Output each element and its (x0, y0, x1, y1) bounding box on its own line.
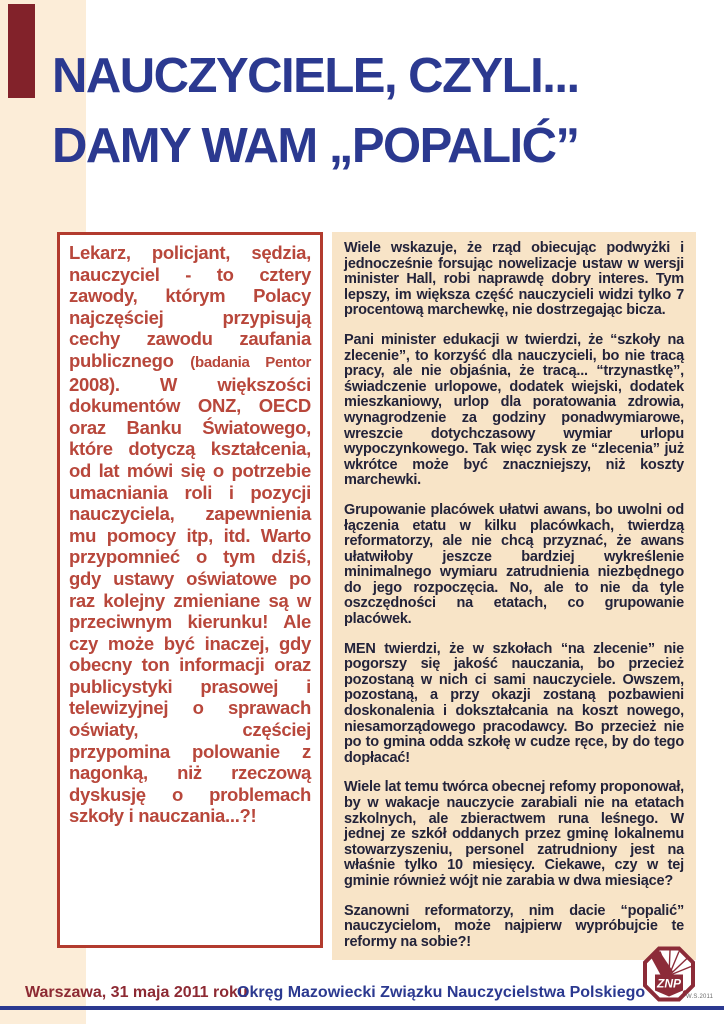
body-paragraph-2: Pani minister edukacji w twierdzi, że “szkoły na zlecenie”, to korzyść dla nauczycieli, bo nie tracą pracy, ale nie objaśnia, że tracą... “trzynastkę”, świadczenie urlopowe, dodatek wiejski, dodatek mieszkaniowy, urlop dla poratowania zdrowia, wynagrodzenie za godziny ponadwymiarowe, wreszcie dotychczasowy wymiar urlopu wypoczynkowego. Tak więc zysk ze “zlecenia” już wkrótce może być znaczniejszy, niż koszty marchewki. (344, 331, 684, 489)
intro-text-main: Lekarz, policjant, sędzia, nauczyciel - to cztery zawody, którym Polacy najczęściej przypisują cechy zawodu zaufania publicznego (69, 242, 311, 371)
intro-text-rest: 2008). W większości dokumentów ONZ, OECD oraz Banku Światowego, które dotyczą kształcenia, od lat mówi się o potrzebie umacniania roli i pozycji nauczyciela, zapewnienia mu pomocy itp, itd. Warto przypomnieć o tym dziś, gdy ustawy oświatowe po raz kolejny zmieniane są w przeciwnym kierunku! Ale czy może być inaczej, gdy obecny ton informacji oraz publicystyki prasowej i telewizyjnej o sprawach oświaty, częściej przypomina polowanie z nagonką, niż rzeczową dyskusję o problemach szkoły i nauczania...?! (69, 373, 311, 827)
main-text-column (332, 232, 696, 960)
body-paragraph-5: Wiele lat temu twórca obecnej refomy proponował, by w wakacje nauczycie zarabiali nie na etatach szkolnych, ale zbieractwem runa leśnego. W jednej ze szkół oddanych przez gminę lokalnemu stowarzyszeniu, personel zatrudniony jest na właśnie tylko 10 miesięcy. Ciekawe, czy w tej gminie również wójt nie zarabia w dwa miesiące? (344, 779, 684, 889)
intro-box (57, 232, 323, 948)
credit-text: W.S.2011 (686, 994, 714, 1000)
znp-logo-text: ZNP (657, 976, 681, 991)
footer-rule (0, 1006, 724, 1010)
body-paragraph-1: Wiele wskazuje, że rząd obiecując podwyżki i jednocześnie forsując nowelizacje ustaw w wersji minister Hall, robi naprawdę dobry interes. Tym lepszy, im większa część nauczycieli widzi tylko 7 procentową marchewkę, nie dostrzegając bicza. (344, 240, 684, 319)
body-paragraph-3: Grupowanie placówek ułatwi awans, bo uwolni od łączenia etatu w kilku placówkach, twierdzą reformatorzy, ale nie chcą przyznać, że awans ułatwiłoby jeszcze bardziej wykreślenie minimalnego wymiaru zatrudnienia niezbędnego do jego rozpoczęcia. No, ale to nie da tyle oszczędności na etatach, co grupowanie placówek. (344, 501, 684, 628)
top-left-red-block (8, 4, 35, 98)
body-paragraph-6: Szanowni reformatorzy, nim dacie “popalić” nauczycielom, może najpierw wypróbujcie te reformy na sobie?! (344, 902, 684, 950)
headline-line2: DAMY WAM „POPALIĆ” (52, 119, 579, 173)
intro-text-citation: (badania Pentor (190, 353, 311, 371)
footer-organization: Okręg Mazowiecki Związku Nauczycielstwa Polskiego (237, 984, 646, 1001)
body-paragraph-4: MEN twierdzi, że w szkołach “na zlecenie” nie pogorszy się jakość nauczania, bo przecież pozostaną w nich ci sami nauczyciele. Owszem, pozostaną, a przy okazji zostaną pozbawieni doskonalenia i dokształcania na koszt nowego, niesamorządowego pracodawcy. Bo przecież nie po to gmina odda szkołę w cudze ręce, by do tego dopłacać! (344, 640, 684, 766)
headline-line1: NAUCZYCIELE, CZYLI... (52, 49, 579, 103)
footer-date-place: Warszawa, 31 maja 2011 roku (25, 984, 248, 1001)
